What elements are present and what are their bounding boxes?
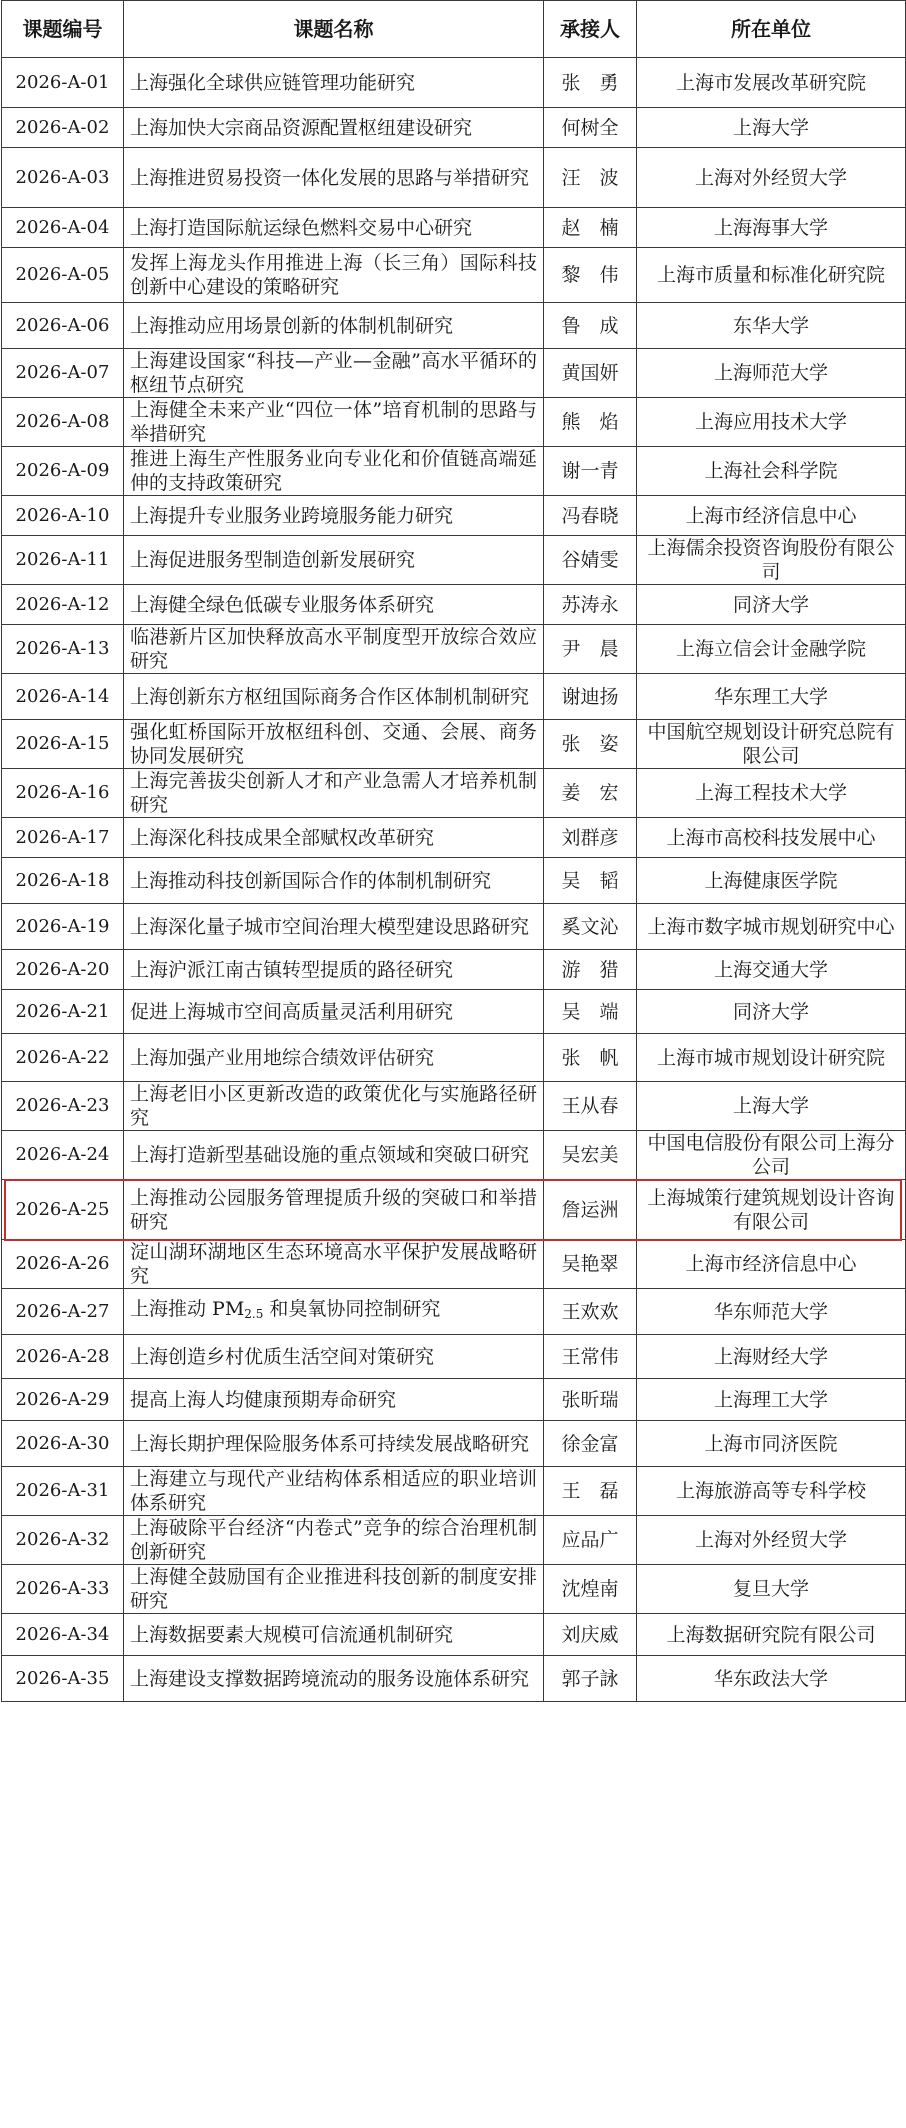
cell-project-title: 上海创新东方枢纽国际商务合作区体制机制研究 [124,674,544,720]
table-row [2,1656,906,1702]
table-row [2,990,906,1034]
cell-project-id: 2026-A-30 [2,1421,124,1467]
cell-project-title: 上海促进服务型制造创新发展研究 [124,536,544,585]
cell-project-title: 发挥上海龙头作用推进上海（长三角）国际科技创新中心建设的策略研究 [124,248,544,303]
cell-project-id: 2026-A-13 [2,625,124,674]
cell-person: 吴宏美 [544,1131,637,1180]
cell-unit: 上海市质量和标准化研究院 [637,248,906,303]
table-body [2,58,906,1702]
cell-project-id: 2026-A-33 [2,1565,124,1614]
cell-project-id: 2026-A-02 [2,108,124,148]
header-unit: 所在单位 [637,1,906,58]
cell-project-title: 上海健全未来产业“四位一体”培育机制的思路与举措研究 [124,398,544,447]
cell-unit: 上海市经济信息中心 [637,496,906,536]
cell-project-id: 2026-A-15 [2,720,124,769]
cell-person: 郭子詠 [544,1656,637,1702]
cell-project-title: 淀山湖环湖地区生态环境高水平保护发展战略研究 [124,1240,544,1289]
cell-person: 苏涛永 [544,585,637,625]
cell-person: 王 磊 [544,1467,637,1516]
cell-project-id: 2026-A-22 [2,1034,124,1082]
cell-project-title: 上海强化全球供应链管理功能研究 [124,58,544,108]
cell-unit: 上海市同济医院 [637,1421,906,1467]
cell-person: 黄国妍 [544,349,637,398]
cell-unit: 上海市高校科技发展中心 [637,818,906,858]
table-row [2,108,906,148]
cell-unit: 华东理工大学 [637,674,906,720]
cell-person: 沈煌南 [544,1565,637,1614]
cell-project-title: 提高上海人均健康预期寿命研究 [124,1379,544,1421]
cell-project-id: 2026-A-18 [2,858,124,904]
cell-person: 谢迪扬 [544,674,637,720]
cell-person: 何树全 [544,108,637,148]
table-row [2,1082,906,1131]
table-row [2,1516,906,1565]
cell-project-id: 2026-A-19 [2,904,124,950]
table-row [2,1289,906,1335]
cell-project-id: 2026-A-24 [2,1131,124,1180]
cell-unit: 中国电信股份有限公司上海分公司 [637,1131,906,1180]
title-subscript: 2.5 [244,1307,264,1321]
cell-person: 谷婧雯 [544,536,637,585]
cell-project-title: 上海深化科技成果全部赋权改革研究 [124,818,544,858]
cell-unit: 上海交通大学 [637,950,906,990]
cell-project-id: 2026-A-27 [2,1289,124,1335]
cell-project-title: 上海提升专业服务业跨境服务能力研究 [124,496,544,536]
cell-person: 张昕瑞 [544,1379,637,1421]
cell-person: 尹 晨 [544,625,637,674]
table-row [2,1131,906,1180]
table-row [2,585,906,625]
cell-project-id: 2026-A-23 [2,1082,124,1131]
cell-project-id: 2026-A-17 [2,818,124,858]
title-text-part: 上海推动 PM [130,1298,245,1320]
cell-project-title: 上海沪派江南古镇转型提质的路径研究 [124,950,544,990]
cell-project-id: 2026-A-20 [2,950,124,990]
cell-person: 王常伟 [544,1335,637,1379]
table-row [2,303,906,349]
cell-unit: 华东师范大学 [637,1289,906,1335]
cell-project-title: 上海推动应用场景创新的体制机制研究 [124,303,544,349]
table-row [2,536,906,585]
cell-person: 赵 楠 [544,208,637,248]
table-row [2,1240,906,1289]
cell-person: 黎 伟 [544,248,637,303]
cell-unit: 上海健康医学院 [637,858,906,904]
cell-project-id: 2026-A-03 [2,148,124,208]
table-row [2,349,906,398]
cell-project-id: 2026-A-07 [2,349,124,398]
cell-project-title: 强化虹桥国际开放枢纽科创、交通、会展、商务协同发展研究 [124,720,544,769]
cell-project-title: 上海打造新型基础设施的重点领域和突破口研究 [124,1131,544,1180]
table-row [2,1421,906,1467]
cell-person: 刘庆威 [544,1614,637,1656]
cell-project-title: 临港新片区加快释放高水平制度型开放综合效应研究 [124,625,544,674]
cell-unit: 东华大学 [637,303,906,349]
table-header-row [2,1,906,58]
cell-unit: 上海市城市规划设计研究院 [637,1034,906,1082]
cell-unit: 复旦大学 [637,1565,906,1614]
table-row [2,1034,906,1082]
cell-person: 鲁 成 [544,303,637,349]
cell-project-title: 上海破除平台经济“内卷式”竞争的综合治理机制创新研究 [124,1516,544,1565]
cell-unit: 上海对外经贸大学 [637,148,906,208]
table-row [2,1180,906,1240]
cell-project-id: 2026-A-12 [2,585,124,625]
table-row [2,720,906,769]
table-row [2,1614,906,1656]
cell-project-id: 2026-A-14 [2,674,124,720]
cell-unit: 上海市数字城市规划研究中心 [637,904,906,950]
cell-project-title: 上海健全鼓励国有企业推进科技创新的制度安排研究 [124,1565,544,1614]
cell-project-title: 上海加强产业用地综合绩效评估研究 [124,1034,544,1082]
cell-project-id: 2026-A-01 [2,58,124,108]
cell-person: 吴 端 [544,990,637,1034]
cell-unit: 上海大学 [637,1082,906,1131]
cell-project-id: 2026-A-29 [2,1379,124,1421]
cell-project-title: 促进上海城市空间高质量灵活利用研究 [124,990,544,1034]
cell-person: 刘群彦 [544,818,637,858]
cell-person: 汪 波 [544,148,637,208]
table-row [2,674,906,720]
cell-project-id: 2026-A-04 [2,208,124,248]
cell-person: 游 猎 [544,950,637,990]
cell-unit: 上海市经济信息中心 [637,1240,906,1289]
cell-unit: 上海城策行建筑规划设计咨询有限公司 [637,1180,906,1240]
cell-person: 张 姿 [544,720,637,769]
cell-project-id: 2026-A-35 [2,1656,124,1702]
cell-unit: 上海师范大学 [637,349,906,398]
cell-person: 奚文沁 [544,904,637,950]
table-row [2,858,906,904]
cell-unit: 上海社会科学院 [637,447,906,496]
cell-person: 詹运洲 [544,1180,637,1240]
cell-project-title: 上海推进贸易投资一体化发展的思路与举措研究 [124,148,544,208]
cell-unit: 上海旅游高等专科学校 [637,1467,906,1516]
cell-project-id: 2026-A-06 [2,303,124,349]
cell-project-id: 2026-A-11 [2,536,124,585]
cell-unit: 上海理工大学 [637,1379,906,1421]
cell-unit: 上海海事大学 [637,208,906,248]
table-row [2,1467,906,1516]
table-row [2,496,906,536]
table-row [2,1565,906,1614]
header-title: 课题名称 [124,1,544,58]
cell-person: 张 帆 [544,1034,637,1082]
cell-project-title: 上海建立与现代产业结构体系相适应的职业培训体系研究 [124,1467,544,1516]
cell-unit: 上海儒余投资咨询股份有限公司 [637,536,906,585]
project-table [1,0,906,1702]
table-row [2,447,906,496]
cell-unit: 上海立信会计金融学院 [637,625,906,674]
cell-person: 王从春 [544,1082,637,1131]
cell-person: 姜 宏 [544,769,637,818]
cell-project-title: 上海建设支撑数据跨境流动的服务设施体系研究 [124,1656,544,1702]
cell-project-title: 上海打造国际航运绿色燃料交易中心研究 [124,208,544,248]
cell-project-title: 上海加快大宗商品资源配置枢纽建设研究 [124,108,544,148]
cell-project-id: 2026-A-10 [2,496,124,536]
table-row [2,1335,906,1379]
cell-project-id: 2026-A-28 [2,1335,124,1379]
table-row [2,58,906,108]
cell-project-id: 2026-A-25 [2,1180,124,1240]
cell-project-title: 上海数据要素大规模可信流通机制研究 [124,1614,544,1656]
cell-project-title: 上海健全绿色低碳专业服务体系研究 [124,585,544,625]
cell-person: 王欢欢 [544,1289,637,1335]
cell-unit: 上海对外经贸大学 [637,1516,906,1565]
cell-project-id: 2026-A-32 [2,1516,124,1565]
header-id: 课题编号 [2,1,124,58]
cell-project-title: 上海建设国家“科技—产业—金融”高水平循环的枢纽节点研究 [124,349,544,398]
table-row [2,208,906,248]
cell-unit: 同济大学 [637,990,906,1034]
table-row [2,148,906,208]
table-row [2,818,906,858]
cell-project-title: 上海创造乡村优质生活空间对策研究 [124,1335,544,1379]
cell-person: 应品广 [544,1516,637,1565]
cell-person: 吴 韬 [544,858,637,904]
table-row [2,398,906,447]
cell-unit: 上海市发展改革研究院 [637,58,906,108]
cell-project-title: 上海老旧小区更新改造的政策优化与实施路径研究 [124,1082,544,1131]
table-row [2,248,906,303]
cell-unit: 上海数据研究院有限公司 [637,1614,906,1656]
cell-project-title: 上海完善拔尖创新人才和产业急需人才培养机制研究 [124,769,544,818]
title-text-part: 和臭氧协同控制研究 [263,1298,441,1320]
cell-unit: 上海大学 [637,108,906,148]
cell-project-id: 2026-A-05 [2,248,124,303]
table-row [2,625,906,674]
cell-person: 冯春晓 [544,496,637,536]
cell-project-id: 2026-A-31 [2,1467,124,1516]
header-person: 承接人 [544,1,637,58]
cell-person: 张 勇 [544,58,637,108]
cell-project-title: 推进上海生产性服务业向专业化和价值链高端延伸的支持政策研究 [124,447,544,496]
cell-unit: 上海工程技术大学 [637,769,906,818]
cell-unit: 中国航空规划设计研究总院有限公司 [637,720,906,769]
cell-project-id: 2026-A-08 [2,398,124,447]
cell-project-title: 上海长期护理保险服务体系可持续发展战略研究 [124,1421,544,1467]
cell-person: 熊 焰 [544,398,637,447]
table-row [2,769,906,818]
cell-project-title: 上海推动公园服务管理提质升级的突破口和举措研究 [124,1180,544,1240]
cell-person: 谢一青 [544,447,637,496]
cell-unit: 上海应用技术大学 [637,398,906,447]
cell-project-id: 2026-A-26 [2,1240,124,1289]
cell-project-title [124,1289,544,1335]
cell-unit: 华东政法大学 [637,1656,906,1702]
table-row [2,1379,906,1421]
table-row [2,904,906,950]
cell-project-id: 2026-A-09 [2,447,124,496]
cell-person: 吴艳翠 [544,1240,637,1289]
cell-person: 徐金富 [544,1421,637,1467]
cell-project-id: 2026-A-34 [2,1614,124,1656]
cell-project-title: 上海深化量子城市空间治理大模型建设思路研究 [124,904,544,950]
cell-unit: 上海财经大学 [637,1335,906,1379]
table-row [2,950,906,990]
cell-project-id: 2026-A-21 [2,990,124,1034]
cell-project-title: 上海推动科技创新国际合作的体制机制研究 [124,858,544,904]
cell-project-id: 2026-A-16 [2,769,124,818]
cell-unit: 同济大学 [637,585,906,625]
